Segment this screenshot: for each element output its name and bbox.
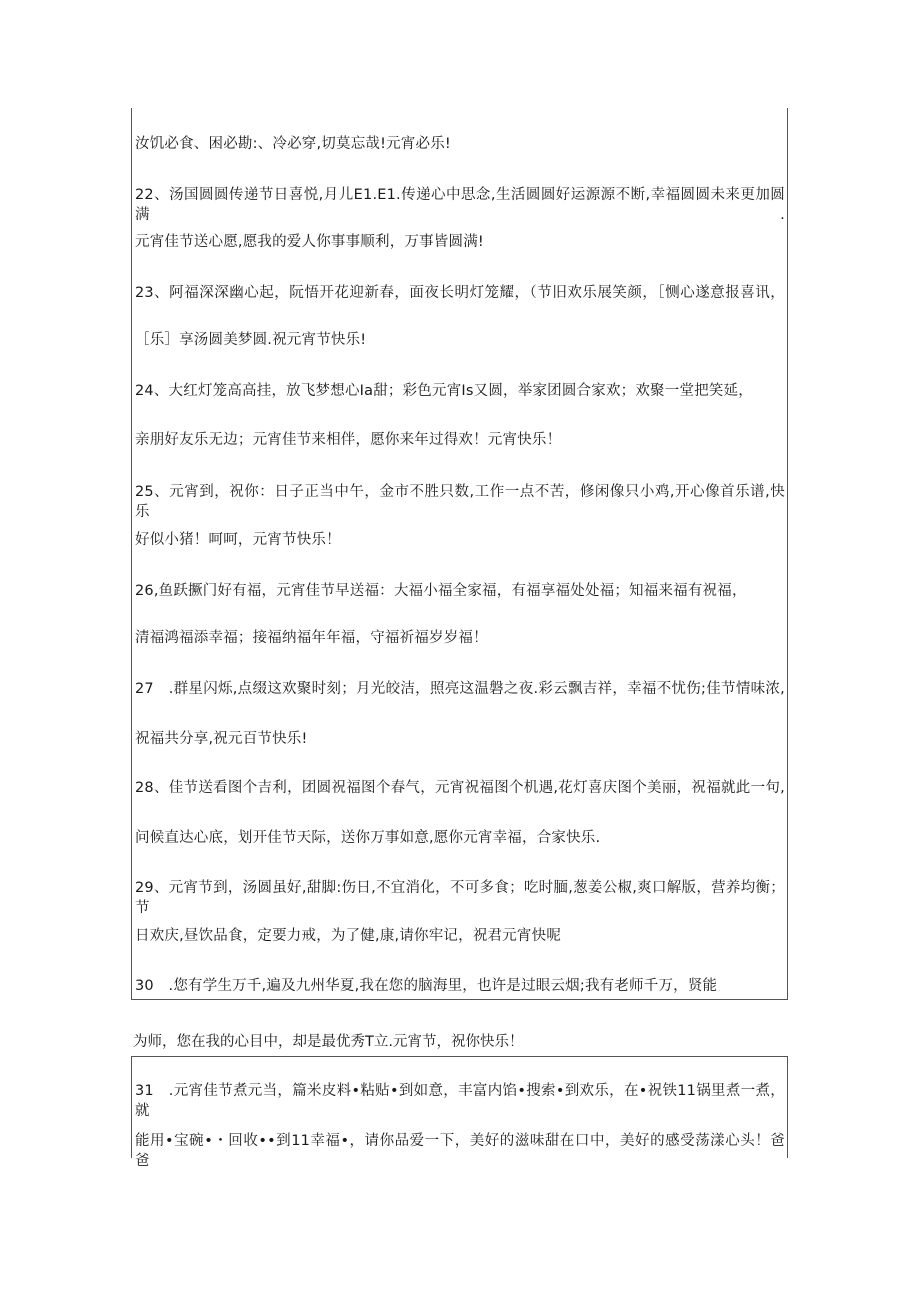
text-line: 清福鸿福添幸福；接福纳福年年福，守福祈福岁岁福！ (135, 630, 488, 646)
text-line: 元宵佳节送心愿,愿我的爱人你事事顺利，万事皆圆满! (135, 234, 484, 250)
text-line: 26,鱼跃撅门好有福，元宵佳节早送福：大福小福全家福，有福享福处处福；知福来福有祝福， (135, 583, 747, 599)
text-line: 29、元宵节到，汤圆虽好,甜脚:伤日,不宜消化，不可多食；吃时腼,葱姜公椒,爽口解版，营养均衡；节 (135, 880, 785, 916)
text-line: 25、元宵到，祝你：日子正当中午，金市不胜只数,工作一点不苦，修闲像只小鸡,开心像首乐谱,快乐 (135, 484, 785, 520)
text-line: 22、汤国圆圆传递节日喜悦,月儿E1.E1.传递心中思念,生活圆圆好运源源不断,幸福圆圆未来更加圆满. (135, 187, 785, 223)
text-line: ［乐］享汤圆美梦圆.祝元宵节快乐! (135, 332, 367, 348)
text-line: 能用•宝碗•・回收••到11幸福•，请你品爱一下，美好的滋味甜在口中，美好的感受荡漾心头！爸爸 (135, 1133, 785, 1169)
text-line: 24、大红灯笼高高挂，放飞梦想心Ia甜；彩色元宵Is又圆，举家团圆合家欢；欢聚一堂把笑延， (135, 383, 753, 399)
text-line: 30 .您有学生万千,遍及九州华夏,我在您的脑海里，也许是过眼云烟;我有老师千万，贤能 (135, 978, 718, 994)
text-line: 27 .群星闪烁,点缀这欢聚时刻；月光皎洁，照亮这温磐之夜.彩云飘吉祥，幸福不忧伤;佳节情味浓, (135, 681, 785, 697)
text-line: 日欢庆,昼饮品食，定要力戒，为了健,康,请你牢记，祝君元宵快呢 (135, 928, 562, 944)
text-line: 亲朋好友乐无边；元宵佳节来相伴，愿你来年过得欢！元宵快乐！ (135, 432, 562, 448)
text-line: 祝福共分享,祝元百节快乐! (135, 731, 308, 747)
text-line: 好似小猪！呵呵，元宵节快乐！ (135, 532, 341, 548)
text-line: 汝饥必食、困必勘:、冷必穿,切莫忘哉!元宵必乐! (135, 136, 451, 152)
text-line: 28、佳节送看图个吉利，团圆祝福图个春气，元宵祝福图个机遇,花灯喜庆图个美丽，祝福就此一句, (135, 780, 785, 796)
text-line: 问候直达心底，划开佳节天际，送你万事如意,愿你元宵幸福，合家快乐. (135, 830, 601, 846)
text-line-outside-frame: 为师，您在我的心目中，却是最优秀T立.元宵节，祝你快乐！ (133, 1034, 524, 1050)
text-line: 31 .元宵佳节煮元当，篇米皮料•粘贴•到如意，丰富内馅•搜索•到欢乐，在•祝铁11锅里煮一煮，就 (135, 1083, 785, 1119)
text-line: 23、阿福深深幽心起，阮悟开花迎新春，面夜长明灯笼耀，（节旧欢乐展笑颜，［恻心遂意报喜讯， (135, 285, 785, 301)
